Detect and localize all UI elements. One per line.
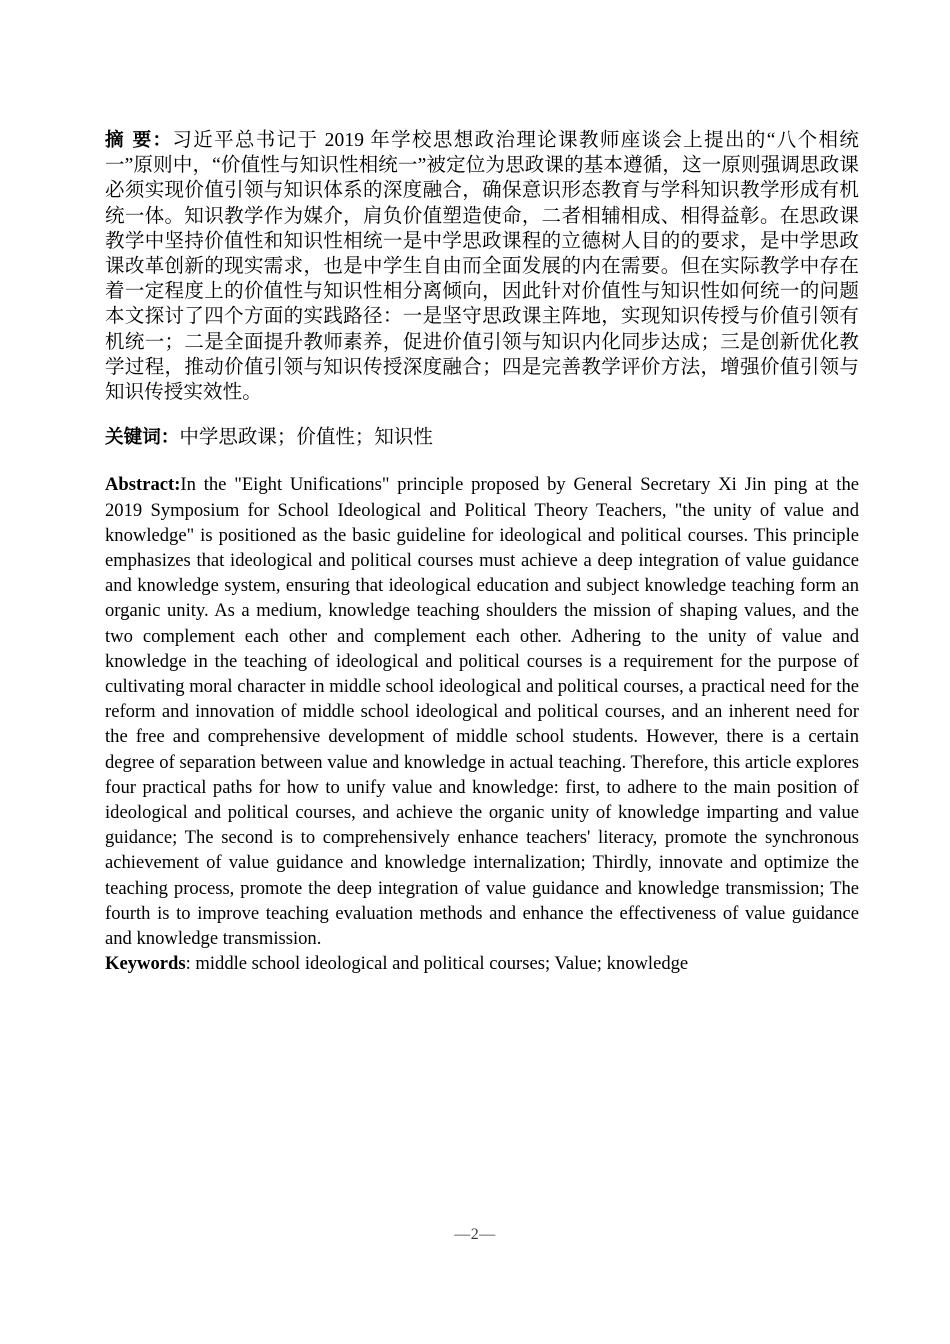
chinese-abstract-body: 习近平总书记于 2019 年学校思想政治理论课教师座谈会上提出的“八个相统一”原则中，“价值性与知识性相统一”被定位为思政课的基本遵循，这一原则强调思政课必须实现价值引领与知识体系的深度融合，确保意识形态教育与学科知识教学形成有机统一体。知识教学作为媒介，肩负价值塑造使命，二者相辅相成、相得益彰。在思政课教学中坚持价值性和知识性相统一是中学思政课程的立德树人目的的要求，是中学思政课改革创新的现实需求，也是中学生自由而全面发展的内在需要。但在实际教学中存在着一定程度上的价值性与知识性相分离倾向，因此针对价值性与知识性如何统一的问题本文探讨了四个方面的实践路径：一是坚守思政课主阵地，实现知识传授与价值引领有机统一；二是全面提升教师素养，促进价值引领与知识内化同步达成；三是创新优化教学过程，推动价值引领与知识传授深度融合；四是完善教学评价方法，增强价值引领与知识传授实效性。 bbox=[105, 130, 859, 404]
page-content bbox=[105, 128, 859, 977]
chinese-abstract-label: 摘 要： bbox=[105, 130, 173, 151]
chinese-keywords-paragraph bbox=[105, 405, 859, 450]
english-abstract-label: Abstract: bbox=[105, 474, 181, 496]
english-abstract-block bbox=[105, 450, 859, 976]
chinese-abstract-paragraph bbox=[105, 128, 859, 405]
english-abstract-body: In the "Eight Unifications" principle proposed by General Secretary Xi Jin ping at the 2019 Symposium for School Ideological and Political Theory Teachers, "the unity of value and knowledge" is positioned as the basic guideline for ideological and political courses. This principle emphasizes that ideological and political courses must achieve a deep integration of value guidance and knowledge system, ensuring that ideological education and subject knowledge teaching form an organic unity. As a medium, knowledge teaching shoulders the mission of shaping values, and the two complement each other and complement each other. Adhering to the unity of value and knowledge in the teaching of ideological and political courses is a requirement for the purpose of cultivating moral character in middle school ideological and political courses, a practical need for the reform and innovation of middle school ideological and political courses, and an inherent need for the free and comprehensive development of middle school students. However, there is a certain degree of separation between value and knowledge in actual teaching. Therefore, this article explores four practical paths for how to unify value and knowledge: first, to adhere to the main position of ideological and political courses, and achieve the organic unity of knowledge imparting and value guidance; The second is to comprehensively enhance teachers' literacy, promote the synchronous achievement of value guidance and knowledge internalization; Thirdly, innovate and optimize the teaching process, promote the deep integration of value guidance and knowledge transmission; The fourth is to improve teaching evaluation methods and enhance the effectiveness of value guidance and knowledge transmission. bbox=[105, 474, 859, 950]
english-keywords-label: Keywords bbox=[105, 953, 186, 975]
chinese-keywords-label: 关键词： bbox=[105, 427, 180, 449]
english-abstract-paragraph bbox=[105, 472, 859, 951]
page-number-footer: —2— bbox=[454, 1226, 496, 1243]
chinese-keywords-value: 中学思政课；价值性；知识性 bbox=[179, 427, 433, 449]
english-keywords-value: : middle school ideological and political courses; Value; knowledge bbox=[185, 953, 689, 975]
english-keywords-paragraph bbox=[105, 951, 859, 976]
